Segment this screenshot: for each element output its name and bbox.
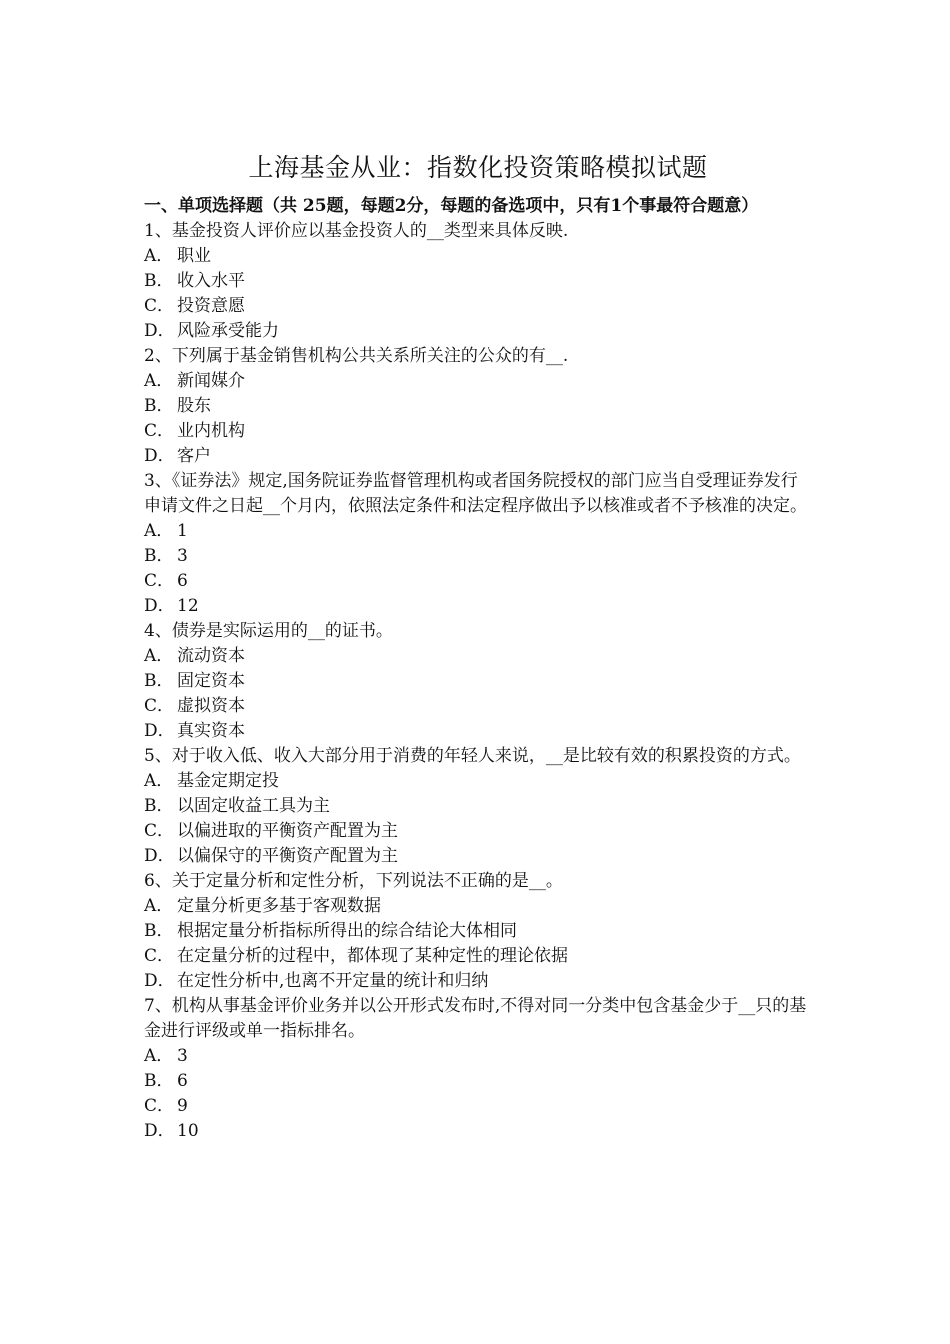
answer-option	[144, 644, 812, 669]
option-letter: A．	[144, 896, 174, 916]
option-text: 风险承受能力	[177, 321, 279, 341]
answer-option	[144, 919, 812, 944]
section-heading: 一、单项选择题（共 25题，每题2分，每题的备选项中，只有1个事最符合题意）	[144, 196, 759, 216]
option-text: 以偏保守的平衡资产配置为主	[177, 846, 398, 866]
option-text: 6	[177, 1071, 188, 1091]
answer-option	[144, 519, 812, 544]
option-letter: D．	[144, 596, 175, 616]
option-letter: A．	[144, 1046, 174, 1066]
question-5	[144, 744, 812, 869]
option-text: 虚拟资本	[177, 696, 245, 716]
answer-option	[144, 569, 812, 594]
option-text: 1	[177, 521, 188, 541]
answer-option	[144, 269, 812, 294]
option-letter: C．	[144, 696, 175, 716]
question-stem: 3、《证券法》规定,国务院证券监督管理机构或者国务院授权的部门应当自受理证券发行申请文件之日起__个月内，依照法定条件和法定程序做出予以核准或者不予核准的决定。	[144, 471, 807, 516]
question-7	[144, 994, 812, 1144]
option-letter: D．	[144, 846, 175, 866]
option-letter: B．	[144, 921, 174, 941]
option-text: 真实资本	[177, 721, 245, 741]
option-text: 在定性分析中,也离不开定量的统计和归纳	[177, 971, 489, 991]
answer-option	[144, 894, 812, 919]
option-letter: D．	[144, 721, 175, 741]
option-letter: B．	[144, 671, 174, 691]
option-text: 根据定量分析指标所得出的综合结论大体相同	[177, 921, 517, 941]
option-text: 6	[177, 571, 188, 591]
option-letter: B．	[144, 271, 174, 291]
option-letter: C．	[144, 821, 175, 841]
option-letter: C．	[144, 296, 175, 316]
question-4	[144, 619, 812, 744]
answer-option	[144, 669, 812, 694]
answer-option	[144, 419, 812, 444]
answer-option	[144, 1069, 812, 1094]
answer-option	[144, 769, 812, 794]
question-3	[144, 469, 812, 619]
answer-option	[144, 719, 812, 744]
option-text: 12	[177, 596, 199, 616]
question-stem: 4、债券是实际运用的__的证书。	[144, 621, 393, 641]
question-1	[144, 219, 812, 344]
answer-option	[144, 394, 812, 419]
answer-option	[144, 544, 812, 569]
answer-option	[144, 369, 812, 394]
option-list	[144, 519, 812, 619]
document-page	[144, 148, 812, 1144]
answer-option	[144, 294, 812, 319]
option-list	[144, 894, 812, 994]
option-text: 投资意愿	[177, 296, 245, 316]
option-text: 9	[177, 1096, 188, 1116]
option-text: 新闻媒介	[177, 371, 245, 391]
option-text: 以固定收益工具为主	[177, 796, 330, 816]
option-list	[144, 369, 812, 469]
answer-option	[144, 794, 812, 819]
option-text: 3	[177, 546, 188, 566]
option-letter: B．	[144, 1071, 174, 1091]
question-stem: 6、关于定量分析和定性分析，下列说法不正确的是__。	[144, 871, 563, 891]
question-stem: 7、机构从事基金评价业务并以公开形式发布时,不得对同一分类中包含基金少于__只的基金进行评级或单一指标排名。	[144, 996, 807, 1041]
answer-option	[144, 444, 812, 469]
option-letter: C．	[144, 946, 175, 966]
option-text: 3	[177, 1046, 188, 1066]
option-list	[144, 244, 812, 344]
option-text: 基金定期定投	[177, 771, 279, 791]
answer-option	[144, 319, 812, 344]
option-text: 职业	[177, 246, 211, 266]
option-text: 10	[177, 1121, 199, 1141]
answer-option	[144, 1119, 812, 1144]
answer-option	[144, 819, 812, 844]
answer-option	[144, 844, 812, 869]
option-letter: C．	[144, 571, 175, 591]
answer-option	[144, 594, 812, 619]
option-letter: A．	[144, 246, 174, 266]
question-stem: 5、对于收入低、收入大部分用于消费的年轻人来说，__是比较有效的积累投资的方式。	[144, 746, 801, 766]
option-text: 客户	[177, 446, 211, 466]
option-letter: D．	[144, 1121, 175, 1141]
option-text: 收入水平	[177, 271, 245, 291]
option-letter: A．	[144, 646, 174, 666]
answer-option	[144, 969, 812, 994]
option-letter: C．	[144, 1096, 175, 1116]
answer-option	[144, 694, 812, 719]
option-letter: B．	[144, 796, 174, 816]
question-stem: 1、基金投资人评价应以基金投资人的__类型来具体反映.	[144, 221, 569, 241]
option-letter: D．	[144, 321, 175, 341]
option-text: 在定量分析的过程中，都体现了某种定性的理论依据	[177, 946, 568, 966]
option-list	[144, 644, 812, 744]
option-text: 股东	[177, 396, 211, 416]
option-letter: B．	[144, 546, 174, 566]
document-title: 上海基金从业：指数化投资策略模拟试题	[248, 153, 708, 182]
answer-option	[144, 1044, 812, 1069]
option-text: 固定资本	[177, 671, 245, 691]
answer-option	[144, 244, 812, 269]
answer-option	[144, 1094, 812, 1119]
question-list	[144, 219, 812, 1144]
option-text: 定量分析更多基于客观数据	[177, 896, 381, 916]
option-list	[144, 1044, 812, 1144]
question-6	[144, 869, 812, 994]
option-letter: A．	[144, 521, 174, 541]
option-text: 业内机构	[177, 421, 245, 441]
option-letter: A．	[144, 371, 174, 391]
option-letter: C．	[144, 421, 175, 441]
option-letter: D．	[144, 971, 175, 991]
answer-option	[144, 944, 812, 969]
question-stem: 2、下列属于基金销售机构公共关系所关注的公众的有__.	[144, 346, 569, 366]
option-text: 流动资本	[177, 646, 245, 666]
option-text: 以偏进取的平衡资产配置为主	[177, 821, 398, 841]
option-letter: A．	[144, 771, 174, 791]
option-letter: D．	[144, 446, 175, 466]
option-letter: B．	[144, 396, 174, 416]
question-2	[144, 344, 812, 469]
option-list	[144, 769, 812, 869]
